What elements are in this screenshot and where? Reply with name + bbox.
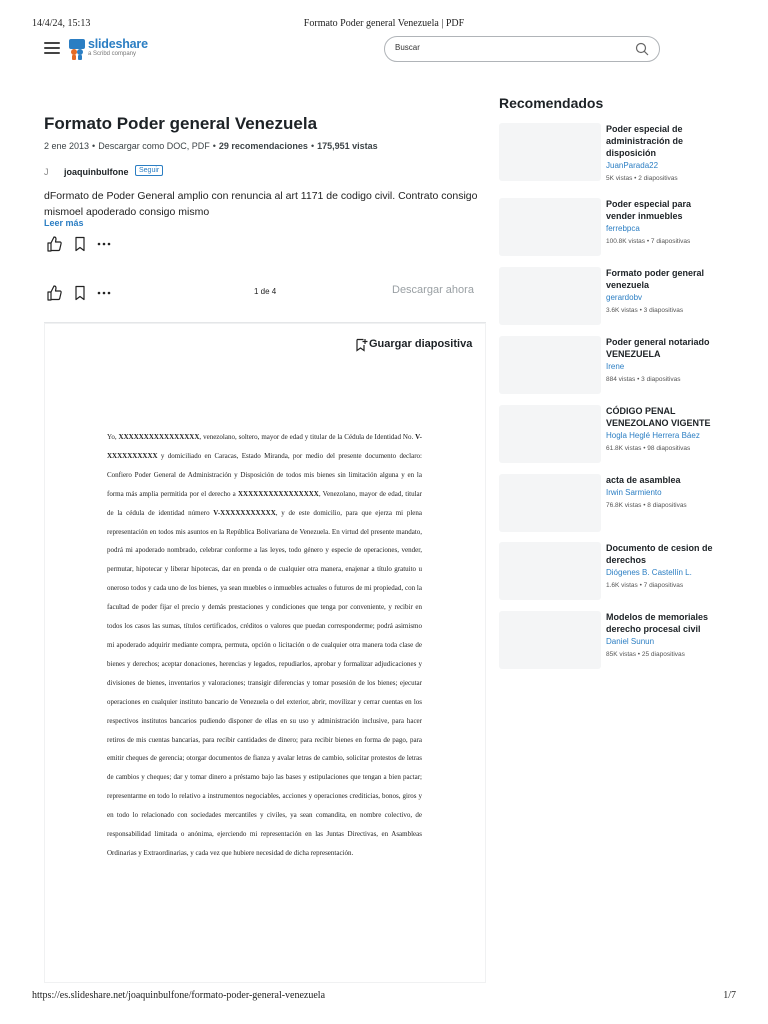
print-page-title: Formato Poder general Venezuela | PDF [303,18,465,29]
print-header [32,18,736,32]
recommended-stats: 85K vistas • 25 diapositivas [606,651,685,658]
recommended-author[interactable]: Hogla Heglé Herrera Báez [606,431,700,440]
thumbs-up-icon[interactable] [46,236,62,252]
recommended-author[interactable]: Diógenes B. Castellín L. [606,568,692,577]
more-dots-icon[interactable] [96,285,112,301]
bookmark-icon[interactable] [72,285,88,301]
recommended-stats: 1.6K vistas • 7 diapositivas [606,582,684,589]
recommended-thumbnail[interactable] [499,405,601,463]
hamburger-menu-icon[interactable] [44,42,60,56]
document-description: dFormato de Poder General amplio con renuncia al art 1171 de codigo civil. Contrato consigo mismoel apoderado consigo mismo [44,190,478,218]
recommended-thumbnail[interactable] [499,198,601,256]
recommendations-count: 29 recomendaciones [218,141,308,151]
search-input[interactable] [395,43,615,52]
recommended-heading: Recomendados [499,95,604,111]
follow-button[interactable]: Seguir [135,165,163,176]
legal-placeholder-id: V-XXXXXXXXXXX [213,508,276,517]
more-dots-icon[interactable] [96,236,112,252]
recommended-author[interactable]: Daniel Sunun [606,637,655,646]
recommended-title[interactable]: Formato poder general venezuela [606,268,705,290]
read-more-link[interactable]: Leer más [44,218,84,228]
author-name[interactable]: joaquinbulfone [64,167,129,177]
recommended-title[interactable]: Poder especial para vender inmuebles [606,199,692,221]
legal-placeholder-id: V-XXXXXXXXXX [107,433,423,460]
recommended-title[interactable]: Poder especial de administración de disposición [606,124,684,158]
recommended-title[interactable]: acta de asamblea [606,475,681,485]
recommended-item[interactable] [499,405,719,465]
recommended-stats: 884 vistas • 3 diapositivas [606,376,681,383]
recommended-stats: 100.8K vistas • 7 diapositivas [606,238,691,245]
slideshare-logo-icon [68,38,86,60]
recommended-item[interactable] [499,542,719,602]
recommended-author[interactable]: Irwin Sarmiento [606,488,662,497]
recommended-author[interactable]: JuanParada22 [606,161,659,170]
views-count: 175,951 vistas [317,141,378,151]
legal-text: , Venezolano, mayor de edad, titular de la cédula de identidad número [107,489,422,517]
print-footer [32,990,736,1004]
recommended-title[interactable]: Poder general notariado VENEZUELA [606,337,710,359]
recommended-item[interactable] [499,267,719,327]
slideshare-logo[interactable] [68,37,168,63]
recommended-item[interactable] [499,336,719,396]
document-title: Formato Poder general Venezuela [44,114,318,133]
print-timestamp: 14/4/24, 15:13 [32,18,91,29]
recommended-stats: 76.8K vistas • 8 diapositivas [606,502,687,509]
recommended-stats: 5K vistas • 2 diapositivas [606,175,678,182]
recommended-title[interactable]: CÓDIGO PENAL VENEZOLANO VIGENTE [606,406,711,428]
slide-legal-text [107,428,422,863]
print-page-number: 1/7 [723,990,736,1001]
document-date: 2 ene 2013 [44,141,90,151]
document-meta: 2 ene 2013 • Descargar como DOC, PDF • 29 recomendaciones • 175,951 vistas [44,141,378,151]
bookmark-icon[interactable] [72,236,88,252]
save-slide-label: Guargar diapositiva [369,338,473,350]
legal-placeholder-name: XXXXXXXXXXXXXXXX [118,433,200,441]
avatar[interactable]: J [44,167,49,177]
bookmark-plus-icon [355,338,368,352]
recommended-title[interactable]: Modelos de memoriales derecho procesal civil [606,612,709,634]
recommended-stats: 3.6K vistas • 3 diapositivas [606,307,684,314]
legal-text: y domiciliado en Caracas, Estado Miranda, por medio del presente documento declaro: Confiero Poder General de Administración y Disposición de todos mis bienes sin limitación alguna y en la forma más amplia permitida por el derecho a [107,451,422,498]
download-now-button[interactable]: Descargar ahora [392,284,474,296]
legal-text: , y de este domicilio, para que ejerza mi plena representación en todos mis asuntos en la República Bolivariana de Venezuela. En virtud del presente mandato, podrá mi apoderado nombrado, celebrar conforme a las leyes, todo género y especie de operaciones, vender, permutar, hipotecar y liberar hipotecas, dar en prenda o de cualquier otra manera, enajenar a título gratuito u oneroso todos y cada uno de los bienes, ya sean muebles o inmuebles actuales o futuros de mi propiedad, con la facultad de poder fijar el precio y demás prestaciones y condiciones que tenga por conveniente, y recibir en todos los casos las sumas, títulos certificados, créditos o valores que puedan corresponderme; podrá asimismo mi apoderado adquirir mediante compra, permuta, opción o licitación o de cualquier otra manera toda clase de bienes y derechos; aceptar donaciones, herencias y legados, repudiarlos, aprobar y formalizar adjudicaciones y divisiones de bienes, inventarios y valoraciones; transigir diferencias y tomar posesión de los bienes; ejecutar operaciones en cualquier instituto bancario de Venezuela o del exterior, abrir, movilizar y cerrar cuentas en los respectivos institutos bancarios pudiendo disponer de ellas en su uso y administración inclusive, para hacer retiros de mis cuentas bancarias, para recibir cantidades de dinero; para recibir bienes en forma de pago, para emitir cheques de gerencia; otorgar documentos de fianza y avalar letras de cambio, solicitar protestos de letras de cambios y cheques; dar y tomar dinero a préstamo bajo las bases y estipulaciones que tengan a bien pactar; representarme en todo lo relativo a instrumentos negociables, acciones y operaciones crediticias, bonos, giros y en todo lo relacionado con sociedades mercantiles y civiles, ya sean comandita, en nombre colectivo, de responsabilidad limitada o anónima, ejerciendo mi representación en las Juntas Directivas, en Asambleas Ordinarias y Extraordinarias, y cada vez que hubiere necesidad de dicha representación. [107,508,422,857]
logo-text: slideshare [88,37,148,51]
recommended-item[interactable] [499,474,719,534]
recommended-thumbnail[interactable] [499,542,601,600]
page-indicator: 1 de 4 [254,287,277,296]
recommended-stats: 61.8K vistas • 98 diapositivas [606,445,691,452]
logo-subtitle: a Scribd company [88,51,137,57]
legal-text: , venezolano, soltero, mayor de edad y titular de la Cédula de Identidad No. [199,433,416,441]
recommended-thumbnail[interactable] [499,611,601,669]
recommended-item[interactable] [499,123,719,183]
print-url: https://es.slideshare.net/joaquinbulfone/formato-poder-general-venezuela [32,990,326,1001]
download-as-link[interactable]: Descargar como DOC, PDF [98,141,210,151]
recommended-author[interactable]: Irene [606,362,625,371]
recommended-thumbnail[interactable] [499,474,601,532]
legal-text: Yo, [107,433,119,441]
recommended-thumbnail[interactable] [499,123,601,181]
recommended-item[interactable] [499,611,719,671]
recommended-author[interactable]: ferrebpca [606,224,640,233]
recommended-author[interactable]: gerardobv [606,293,643,302]
search-box[interactable] [384,36,660,62]
action-bar-top [46,236,116,252]
thumbs-up-icon[interactable] [46,285,62,301]
recommended-title[interactable]: Documento de cesion de derechos [606,543,713,565]
search-icon[interactable] [635,42,649,56]
recommended-thumbnail[interactable] [499,267,601,325]
legal-placeholder-name: XXXXXXXXXXXXXXXX [237,489,319,498]
recommended-item[interactable] [499,198,719,258]
action-bar-viewer [46,285,116,301]
recommended-thumbnail[interactable] [499,336,601,394]
